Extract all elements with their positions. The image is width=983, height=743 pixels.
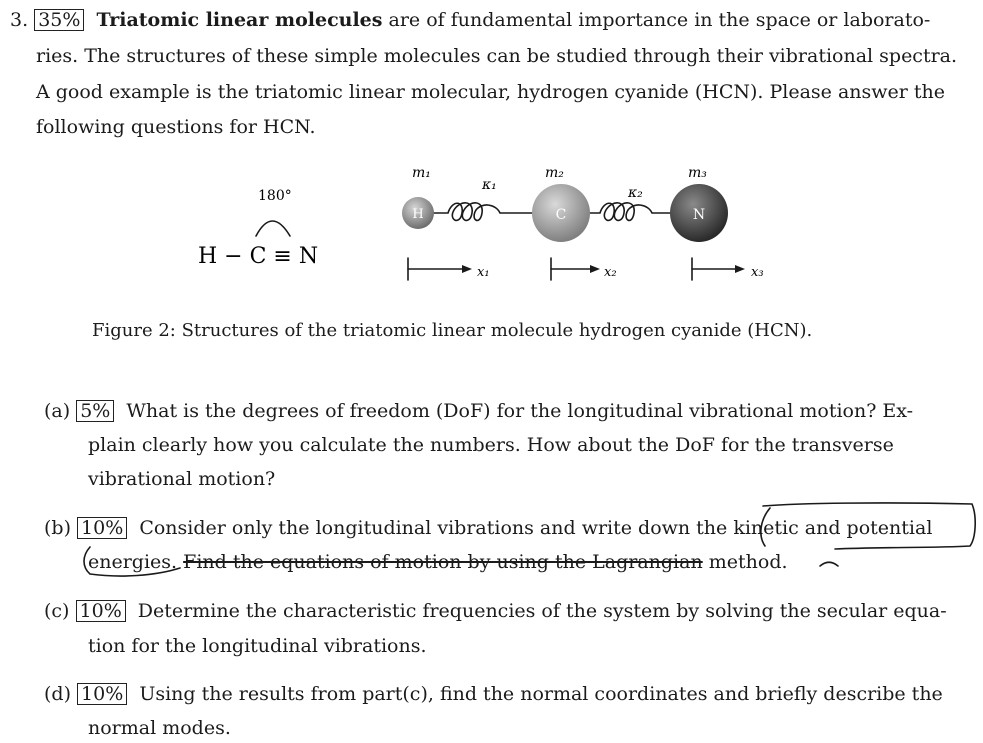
angle-arc (256, 221, 290, 236)
part-b-text-2b: method. (708, 551, 788, 573)
annotation-mark (820, 562, 838, 566)
mass-label-2: m₂ (545, 165, 564, 181)
displacement-arrow-1 (408, 258, 472, 280)
formula-text: H − C ≡ N (198, 244, 319, 269)
mass-label-1: m₁ (412, 165, 431, 181)
atom-h-symbol: H (412, 207, 424, 222)
spring-1 (432, 203, 532, 221)
part-b-text-struck: Find the equations of motion by using the Lagrangian (183, 551, 703, 573)
part-a-line2: plain clearly how you calculate the numbers. How about the DoF for the transverse (88, 434, 894, 456)
spring-2 (590, 203, 670, 221)
problem-intro-line2: ries. The structures of these simple molecules can be studied through their vibrational spectra. (36, 45, 958, 67)
part-b-weight-box: 10% (77, 517, 127, 539)
disp-label-2: x₂ (604, 265, 617, 280)
part-c-text-1: Determine the characteristic frequencies of the system by solving the secular equa- (137, 600, 947, 622)
problem-intro-line3: A good example is the triatomic linear molecular, hydrogen cyanide (HCN). Please answer the (36, 81, 946, 103)
part-b-line2 (88, 550, 788, 574)
part-a-weight-box: 5% (76, 400, 114, 422)
part-b-label: (b) (44, 517, 71, 539)
problem-intro-line4: following questions for HCN. (36, 116, 316, 138)
spring-label-1: κ₁ (482, 177, 497, 193)
intro-text-1: are of fundamental importance in the space or laborato- (388, 9, 931, 31)
part-a-label: (a) (44, 400, 71, 422)
displacement-arrow-3 (692, 258, 745, 280)
part-a-line3: vibrational motion? (88, 468, 276, 490)
mass-label-3: m₃ (688, 165, 707, 181)
part-a-text-1: What is the degrees of freedom (DoF) for the longitudinal vibrational motion? Ex- (126, 400, 914, 422)
figure-hcn (0, 0, 983, 320)
part-b-text-2a: energies. (88, 551, 178, 573)
part-d-label: (d) (44, 683, 71, 705)
displacement-arrow-2 (551, 258, 600, 280)
problem-number: 3. (10, 9, 29, 31)
part-c-label: (c) (44, 600, 70, 622)
atom-n-symbol: N (692, 207, 706, 223)
part-c-line2: tion for the longitudinal vibrations. (88, 635, 427, 657)
part-c-weight-box: 10% (76, 600, 126, 622)
problem-weight-box: 35% (34, 9, 84, 31)
spring-label-2: κ₂ (628, 185, 643, 201)
part-b-text-1: Consider only the longitudinal vibrations and write down the kinetic and potential (139, 517, 933, 539)
part-b-line1 (44, 516, 932, 540)
part-c-line1 (44, 599, 947, 623)
figure-caption: Figure 2: Structures of the triatomic linear molecule hydrogen cyanide (HCN). (92, 320, 813, 341)
angle-label: 180° (258, 188, 292, 204)
part-d-line2: normal modes. (88, 717, 231, 739)
part-d-weight-box: 10% (77, 683, 127, 705)
part-d-line1 (44, 682, 943, 706)
part-a-line1 (44, 399, 913, 423)
disp-label-3: x₃ (751, 265, 764, 280)
part-d-text-1: Using the results from part(c), find the normal coordinates and briefly describe the (139, 683, 943, 705)
atom-c-symbol: C (555, 207, 567, 223)
problem-title: Triatomic linear molecules (96, 9, 383, 31)
disp-label-1: x₁ (477, 265, 490, 280)
